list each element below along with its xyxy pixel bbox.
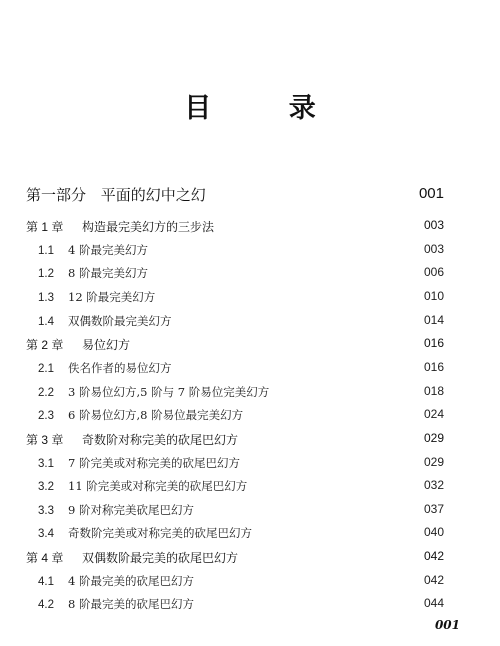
toc-entry-page: 029 — [423, 430, 444, 445]
toc-entry-title: 9 阶对称完美砍尾巴幻方 — [68, 502, 194, 517]
toc-entry-title: 11 阶完美或对称完美的砍尾巴幻方 — [68, 479, 248, 494]
toc-entry-page: 029 — [423, 454, 444, 469]
toc-section[interactable] — [0, 403, 500, 427]
toc-entry-title: 6 阶易位幻方,8 阶易位最完美幻方 — [68, 408, 244, 423]
toc-entry-title: 构造最完美幻方的三步法 — [82, 220, 215, 234]
toc-entry-title: 8 阶最完美幻方 — [68, 266, 148, 281]
toc-entry-label — [38, 407, 243, 423]
toc-entry-page: 018 — [423, 383, 444, 398]
toc-entry-label — [38, 360, 172, 376]
page-title: 目 录 — [184, 93, 350, 124]
toc-entry-page: 003 — [423, 218, 444, 232]
toc-entry-label — [38, 525, 252, 541]
toc-entry-number: 2.1 — [38, 362, 54, 375]
toc-entry-label — [26, 549, 238, 566]
toc-section[interactable] — [0, 356, 500, 380]
toc-entry-page: 003 — [423, 241, 444, 256]
toc-entry-page: 042 — [423, 549, 444, 564]
toc-entry-title: 8 阶最完美的砍尾巴幻方 — [68, 597, 194, 612]
toc-chapter[interactable] — [0, 427, 500, 451]
toc-part-label — [26, 184, 206, 205]
toc-entry-page: 014 — [423, 312, 444, 327]
toc-entry-label — [38, 242, 148, 258]
toc-entry-title: 双偶数阶最完美的砍尾巴幻方 — [82, 551, 239, 566]
footer-page-number: 001 — [434, 618, 460, 632]
toc-entry-number: 4.2 — [38, 599, 54, 612]
toc-entry-page: 016 — [423, 336, 444, 351]
toc-entry-label — [38, 596, 194, 612]
toc-entry-number: 4.1 — [38, 575, 54, 588]
toc-section[interactable] — [0, 238, 500, 262]
toc-entry-number: 第 3 章 — [26, 432, 64, 447]
toc-entry-page: 006 — [423, 265, 444, 280]
toc-section[interactable] — [0, 592, 500, 616]
toc-section[interactable] — [0, 569, 500, 593]
toc-entry-label — [38, 384, 269, 400]
toc-entry-page: 042 — [423, 572, 444, 587]
toc-entry-number: 第 1 章 — [26, 220, 64, 234]
toc-section[interactable] — [0, 261, 500, 285]
toc-section[interactable] — [0, 474, 500, 498]
toc-entry-page: 037 — [423, 501, 444, 516]
toc-entry-label — [38, 573, 194, 589]
toc-entry-page: 016 — [423, 359, 444, 374]
toc-entry-title: 4 阶最完美幻方 — [68, 242, 148, 257]
toc-entry-number: 1.3 — [38, 291, 54, 304]
toc-entry-label — [26, 336, 130, 353]
toc-part-page: 001 — [418, 185, 444, 202]
toc-entry-title: 12 阶最完美幻方 — [68, 289, 156, 304]
toc-entry-label — [38, 289, 155, 305]
toc-section[interactable] — [0, 451, 500, 475]
toc-entry-title: 奇数阶对称完美的砍尾巴幻方 — [82, 432, 239, 447]
toc-section[interactable] — [0, 380, 500, 404]
toc-entry-title: 4 阶最完美的砍尾巴幻方 — [68, 573, 194, 588]
toc-entry-page: 032 — [423, 478, 444, 493]
toc-entry-label — [38, 478, 247, 494]
toc-entry-title: 双偶数阶最完美幻方 — [68, 313, 172, 328]
toc-section[interactable] — [0, 498, 500, 522]
toc-entry-page: 044 — [423, 596, 444, 611]
toc-entry-number: 1.4 — [38, 315, 54, 328]
toc-section[interactable] — [0, 285, 500, 309]
toc-part-number: 第一部分 — [26, 187, 87, 204]
toc-entry-number: 3.4 — [38, 528, 54, 541]
toc-entry-label — [38, 265, 148, 281]
toc-section[interactable] — [0, 521, 500, 545]
toc-entry-label — [38, 313, 172, 329]
toc-entry-page: 010 — [423, 288, 444, 303]
toc-entry-number: 3.1 — [38, 457, 54, 470]
toc-entry-page: 024 — [423, 407, 444, 422]
toc-entry-title: 7 阶完美或对称完美的砍尾巴幻方 — [68, 455, 240, 470]
toc-chapter[interactable] — [0, 545, 500, 569]
toc-entry-number: 3.3 — [38, 504, 54, 517]
toc-chapter[interactable] — [0, 214, 500, 238]
toc-entry-title: 3 阶易位幻方,5 阶与 7 阶易位完美幻方 — [68, 384, 270, 399]
toc-part-title: 平面的幻中之幻 — [100, 186, 206, 204]
toc-entry-number: 1.1 — [38, 244, 54, 257]
toc-entry-number: 第 4 章 — [26, 551, 64, 566]
toc-entry-title: 佚名作者的易位幻方 — [68, 360, 172, 375]
toc-entry-number: 1.2 — [38, 268, 54, 281]
toc-entry-label — [26, 218, 214, 235]
toc-entry-title: 奇数阶完美或对称完美的砍尾巴幻方 — [68, 526, 252, 541]
toc-entry-label — [38, 455, 240, 471]
toc-entry-label — [38, 502, 194, 518]
toc-chapter[interactable] — [0, 332, 500, 356]
toc-section[interactable] — [0, 309, 500, 333]
toc-entry-number: 3.2 — [38, 481, 54, 494]
toc-entry-number: 第 2 章 — [26, 338, 64, 353]
toc-entry-label — [26, 431, 238, 448]
toc-entry-number: 2.3 — [38, 410, 54, 423]
toc-entry-page: 040 — [423, 525, 444, 540]
toc-part-1[interactable] — [0, 184, 500, 208]
toc-entry-number: 2.2 — [38, 386, 54, 399]
toc-entry-title: 易位幻方 — [82, 338, 131, 353]
